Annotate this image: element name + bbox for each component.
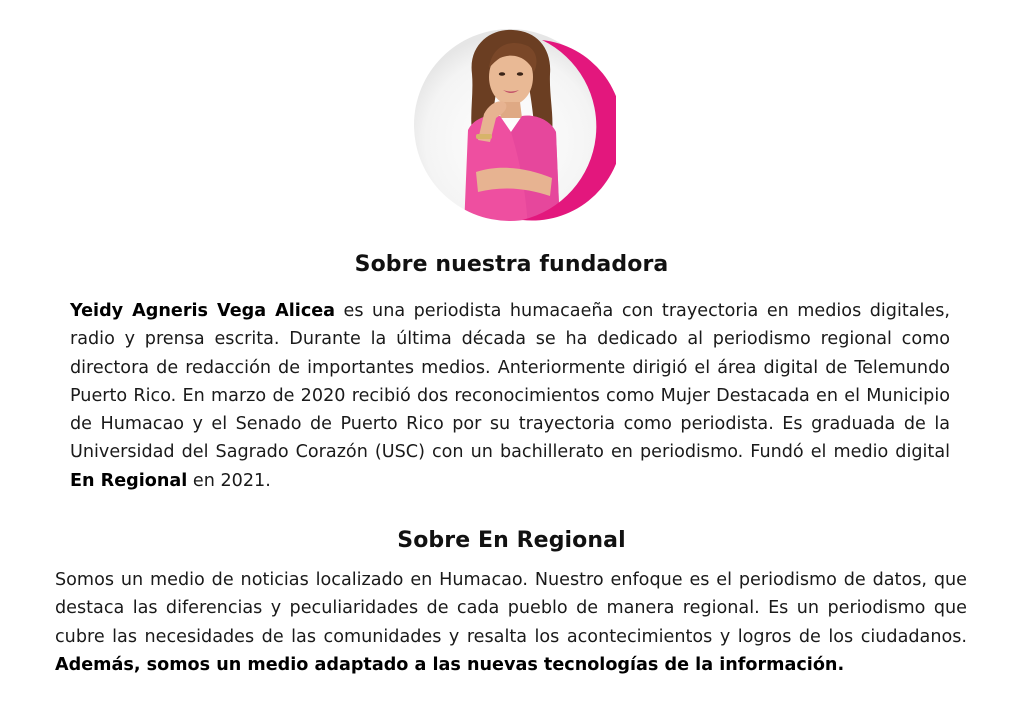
regional-text: Somos un medio de noticias localizado en Humacao. Nuestro enfoque es el periodismo de datos, que destaca las diferencias y peculiaridades de cada pueblo de manera regional. Es un periodismo que cubre las necesidades de las comunidades y resalta los acontecimientos y logros de los ciudadanos. [55, 570, 967, 647]
regional-bold-text: Además, somos un medio adaptado a las nuevas tecnologías de la información. [55, 654, 845, 675]
founder-bio-text: es una periodista humacaeña con trayectoria en medios digitales, radio y prensa escrita. Durante la última década se ha dedicado al periodismo regional como directora de redacción de importantes medios. Anteriormente dirigió el área digital de Telemundo Puerto Rico. En marzo de 2020 recibió dos reconocimientos como Mujer Destacada en el Municipio de Humacao y el Senado de Puerto Rico por su trayectoria como periodista. Es graduada de la Universidad del Sagrado Corazón (USC) con un bachillerato en periodismo. Fundó el medio digital [70, 301, 950, 463]
founder-heading: Sobre nuestra fundadora [354, 252, 669, 277]
medium-name: En Regional [70, 470, 188, 491]
founder-name: Yeidy Agneris Vega Alicea [70, 301, 336, 321]
founder-bio [70, 297, 950, 495]
founder-portrait [410, 22, 616, 228]
regional-heading: Sobre En Regional [397, 528, 626, 553]
founder-bio-end: en 2021. [187, 470, 271, 491]
regional-description [55, 566, 967, 679]
